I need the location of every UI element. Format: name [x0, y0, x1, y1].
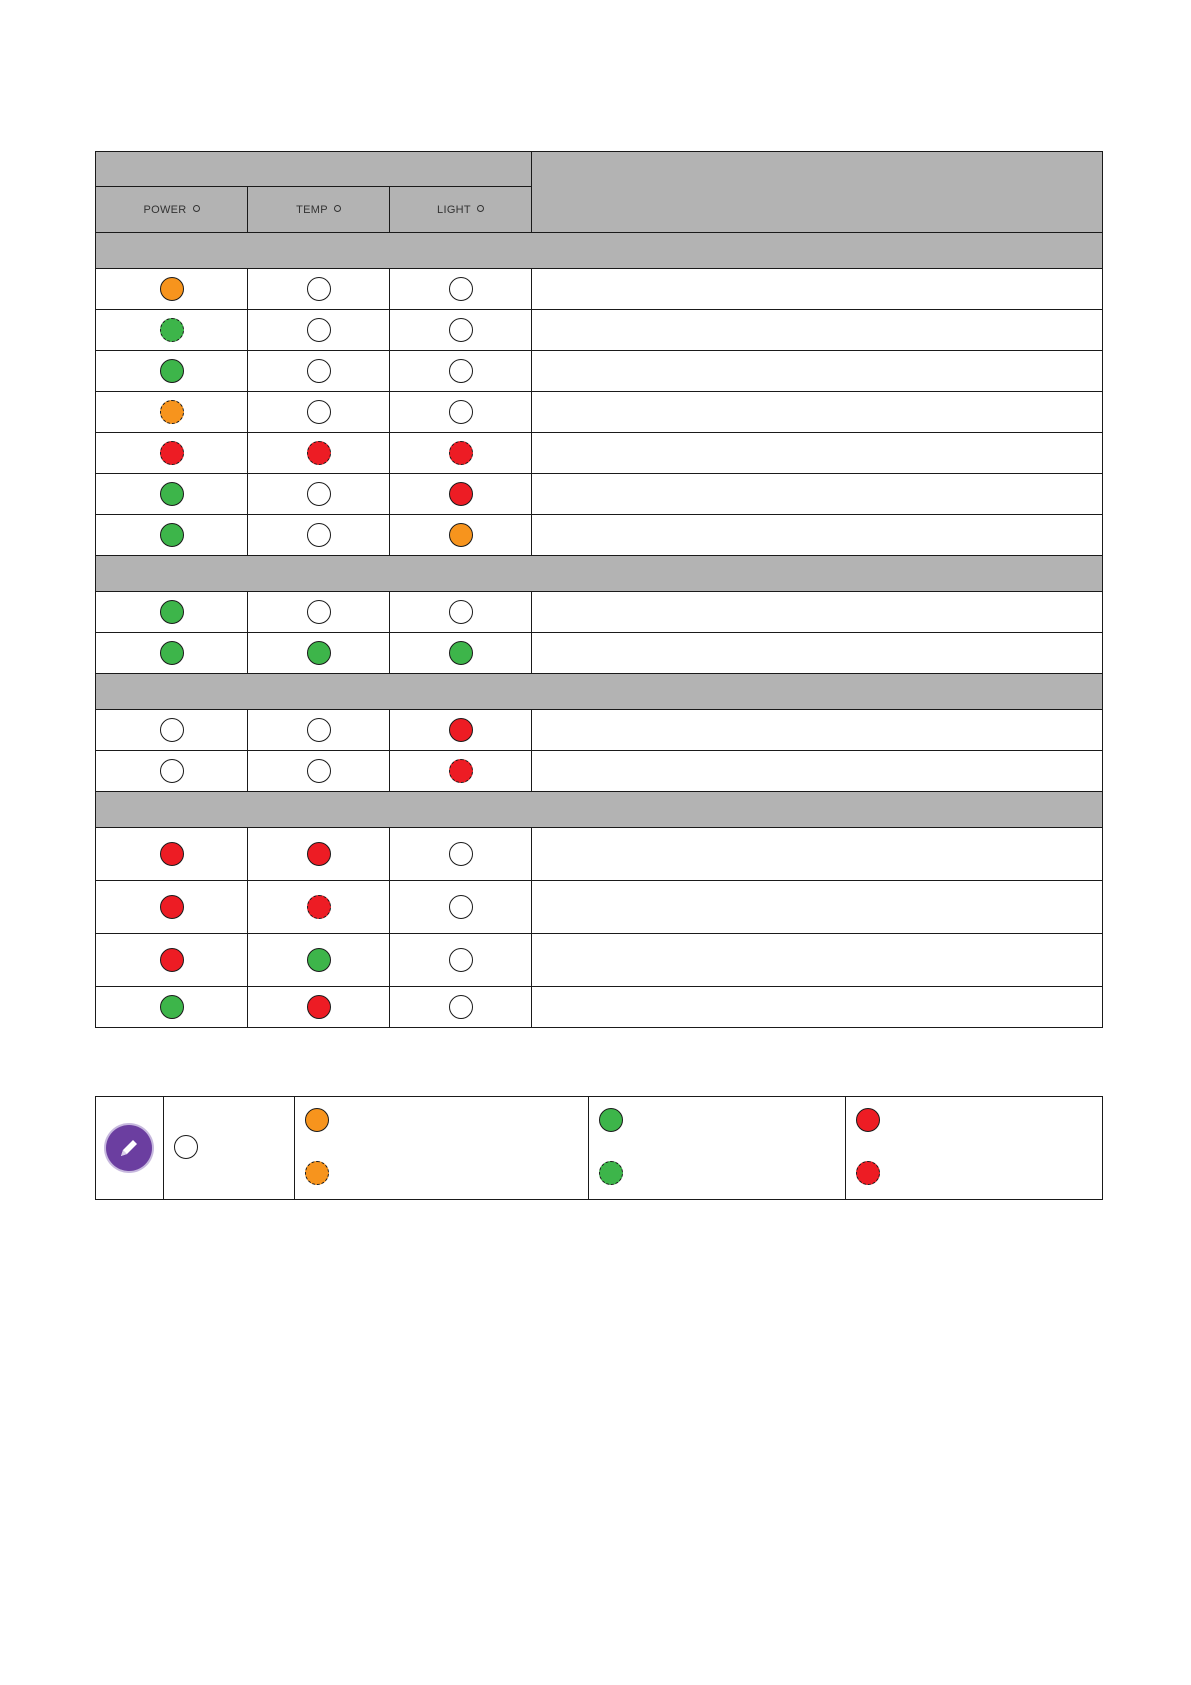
legend-orange-solid-led-icon [305, 1108, 329, 1132]
light-cell [390, 515, 532, 556]
power-cell [96, 592, 248, 633]
power-cell [96, 474, 248, 515]
light-led-off-icon [449, 948, 473, 972]
column-temp-label: TEMP [296, 203, 328, 216]
temp-led-red-solid-icon [307, 842, 331, 866]
light-led-off-icon [449, 995, 473, 1019]
light-cell [390, 310, 532, 351]
power-led-orange-solid-icon [160, 277, 184, 301]
power-cell [96, 392, 248, 433]
temp-cell [248, 474, 390, 515]
temp-led-icon [334, 205, 341, 212]
legend-off-cell [164, 1097, 295, 1199]
temp-led-off-icon [307, 482, 331, 506]
led-indicator-table [95, 151, 1103, 1028]
status-description-cell [532, 710, 1103, 751]
temp-led-red-flash-icon [307, 895, 331, 919]
power-led-green-flash-icon [160, 318, 184, 342]
power-cell [96, 269, 248, 310]
power-cell [96, 433, 248, 474]
status-description-cell [532, 351, 1103, 392]
temp-cell [248, 592, 390, 633]
status-description-cell [532, 474, 1103, 515]
status-description-cell [532, 881, 1103, 934]
status-description-cell [532, 392, 1103, 433]
temp-led-green-solid-icon [307, 641, 331, 665]
power-cell [96, 881, 248, 934]
temp-led-red-flash-icon [307, 441, 331, 465]
temp-cell [248, 310, 390, 351]
status-header [532, 152, 1103, 233]
temp-led-off-icon [307, 718, 331, 742]
power-led-green-solid-icon [160, 995, 184, 1019]
table-row [96, 592, 1103, 633]
light-cell [390, 987, 532, 1028]
column-power-label: POWER [143, 203, 187, 216]
column-power [96, 187, 248, 233]
light-led-off-icon [449, 842, 473, 866]
indicator-group-header [96, 152, 532, 187]
light-led-off-icon [449, 277, 473, 301]
temp-led-off-icon [307, 600, 331, 624]
table-row [96, 934, 1103, 987]
table-body [96, 233, 1103, 1028]
status-description-cell [532, 433, 1103, 474]
legend-green-flash-led-icon [599, 1161, 623, 1185]
temp-cell [248, 934, 390, 987]
column-temp [248, 187, 390, 233]
table-row [96, 881, 1103, 934]
table-row [96, 310, 1103, 351]
temp-cell [248, 987, 390, 1028]
power-led-orange-flash-icon [160, 400, 184, 424]
section-header-cell [96, 674, 1103, 710]
temp-led-off-icon [307, 318, 331, 342]
light-cell [390, 269, 532, 310]
table-row [96, 710, 1103, 751]
temp-led-off-icon [307, 400, 331, 424]
status-description-cell [532, 987, 1103, 1028]
legend-red-solid-led-icon [856, 1108, 880, 1132]
status-description-cell [532, 269, 1103, 310]
power-led-green-solid-icon [160, 641, 184, 665]
legend-orange-cell [295, 1097, 589, 1199]
power-cell [96, 710, 248, 751]
temp-led-off-icon [307, 277, 331, 301]
power-led-red-solid-icon [160, 842, 184, 866]
temp-cell [248, 633, 390, 674]
power-cell [96, 828, 248, 881]
table-row [96, 751, 1103, 792]
temp-cell [248, 351, 390, 392]
section-header-row [96, 792, 1103, 828]
status-description-cell [532, 751, 1103, 792]
table-header-top [96, 152, 1103, 187]
led-legend-note [95, 1096, 1103, 1200]
column-light [390, 187, 532, 233]
legend-red-flash-led-icon [856, 1161, 880, 1185]
status-description-cell [532, 592, 1103, 633]
temp-led-red-solid-icon [307, 995, 331, 1019]
temp-led-off-icon [307, 359, 331, 383]
power-cell [96, 351, 248, 392]
light-cell [390, 474, 532, 515]
temp-led-off-icon [307, 759, 331, 783]
light-cell [390, 592, 532, 633]
note-icon-cell [96, 1097, 164, 1199]
table-row [96, 392, 1103, 433]
status-description-cell [532, 828, 1103, 881]
light-led-off-icon [449, 318, 473, 342]
table-row [96, 474, 1103, 515]
power-led-off-icon [160, 718, 184, 742]
power-led-green-solid-icon [160, 482, 184, 506]
power-cell [96, 633, 248, 674]
light-cell [390, 710, 532, 751]
power-led-off-icon [160, 759, 184, 783]
pencil-note-icon [106, 1125, 152, 1171]
power-led-red-flash-icon [160, 441, 184, 465]
temp-cell [248, 710, 390, 751]
status-description-cell [532, 515, 1103, 556]
table-row [96, 433, 1103, 474]
light-cell [390, 934, 532, 987]
power-led-green-solid-icon [160, 600, 184, 624]
light-led-red-solid-icon [449, 482, 473, 506]
power-cell [96, 310, 248, 351]
light-led-red-flash-icon [449, 441, 473, 465]
light-led-red-flash-icon [449, 759, 473, 783]
temp-cell [248, 881, 390, 934]
table-row [96, 828, 1103, 881]
temp-cell [248, 828, 390, 881]
status-description-cell [532, 633, 1103, 674]
light-led-green-solid-icon [449, 641, 473, 665]
temp-cell [248, 515, 390, 556]
light-led-off-icon [449, 400, 473, 424]
section-header-row [96, 674, 1103, 710]
light-cell [390, 881, 532, 934]
power-led-green-solid-icon [160, 523, 184, 547]
temp-cell [248, 433, 390, 474]
table-row [96, 987, 1103, 1028]
power-cell [96, 934, 248, 987]
legend-off-led-icon [174, 1135, 198, 1159]
section-header-row [96, 233, 1103, 269]
temp-cell [248, 392, 390, 433]
power-led-icon [193, 205, 200, 212]
light-cell [390, 751, 532, 792]
legend-green-cell [589, 1097, 846, 1199]
legend-orange-flash-led-icon [305, 1161, 329, 1185]
light-led-off-icon [449, 600, 473, 624]
light-led-orange-solid-icon [449, 523, 473, 547]
light-led-off-icon [449, 359, 473, 383]
table-row [96, 633, 1103, 674]
temp-cell [248, 269, 390, 310]
column-light-label: LIGHT [437, 203, 471, 216]
light-led-off-icon [449, 895, 473, 919]
power-led-red-solid-icon [160, 895, 184, 919]
section-header-row [96, 556, 1103, 592]
light-cell [390, 392, 532, 433]
status-description-cell [532, 310, 1103, 351]
light-cell [390, 633, 532, 674]
light-cell [390, 433, 532, 474]
section-header-cell [96, 556, 1103, 592]
light-cell [390, 351, 532, 392]
temp-led-green-solid-icon [307, 948, 331, 972]
power-cell [96, 987, 248, 1028]
temp-led-off-icon [307, 523, 331, 547]
status-description-cell [532, 934, 1103, 987]
light-cell [390, 828, 532, 881]
power-led-green-solid-icon [160, 359, 184, 383]
power-led-red-solid-icon [160, 948, 184, 972]
light-led-icon [477, 205, 484, 212]
table-row [96, 269, 1103, 310]
section-header-cell [96, 792, 1103, 828]
power-cell [96, 515, 248, 556]
table-row [96, 515, 1103, 556]
temp-cell [248, 751, 390, 792]
section-header-cell [96, 233, 1103, 269]
light-led-red-solid-icon [449, 718, 473, 742]
legend-green-solid-led-icon [599, 1108, 623, 1132]
power-cell [96, 751, 248, 792]
table-row [96, 351, 1103, 392]
legend-red-cell [846, 1097, 1102, 1199]
